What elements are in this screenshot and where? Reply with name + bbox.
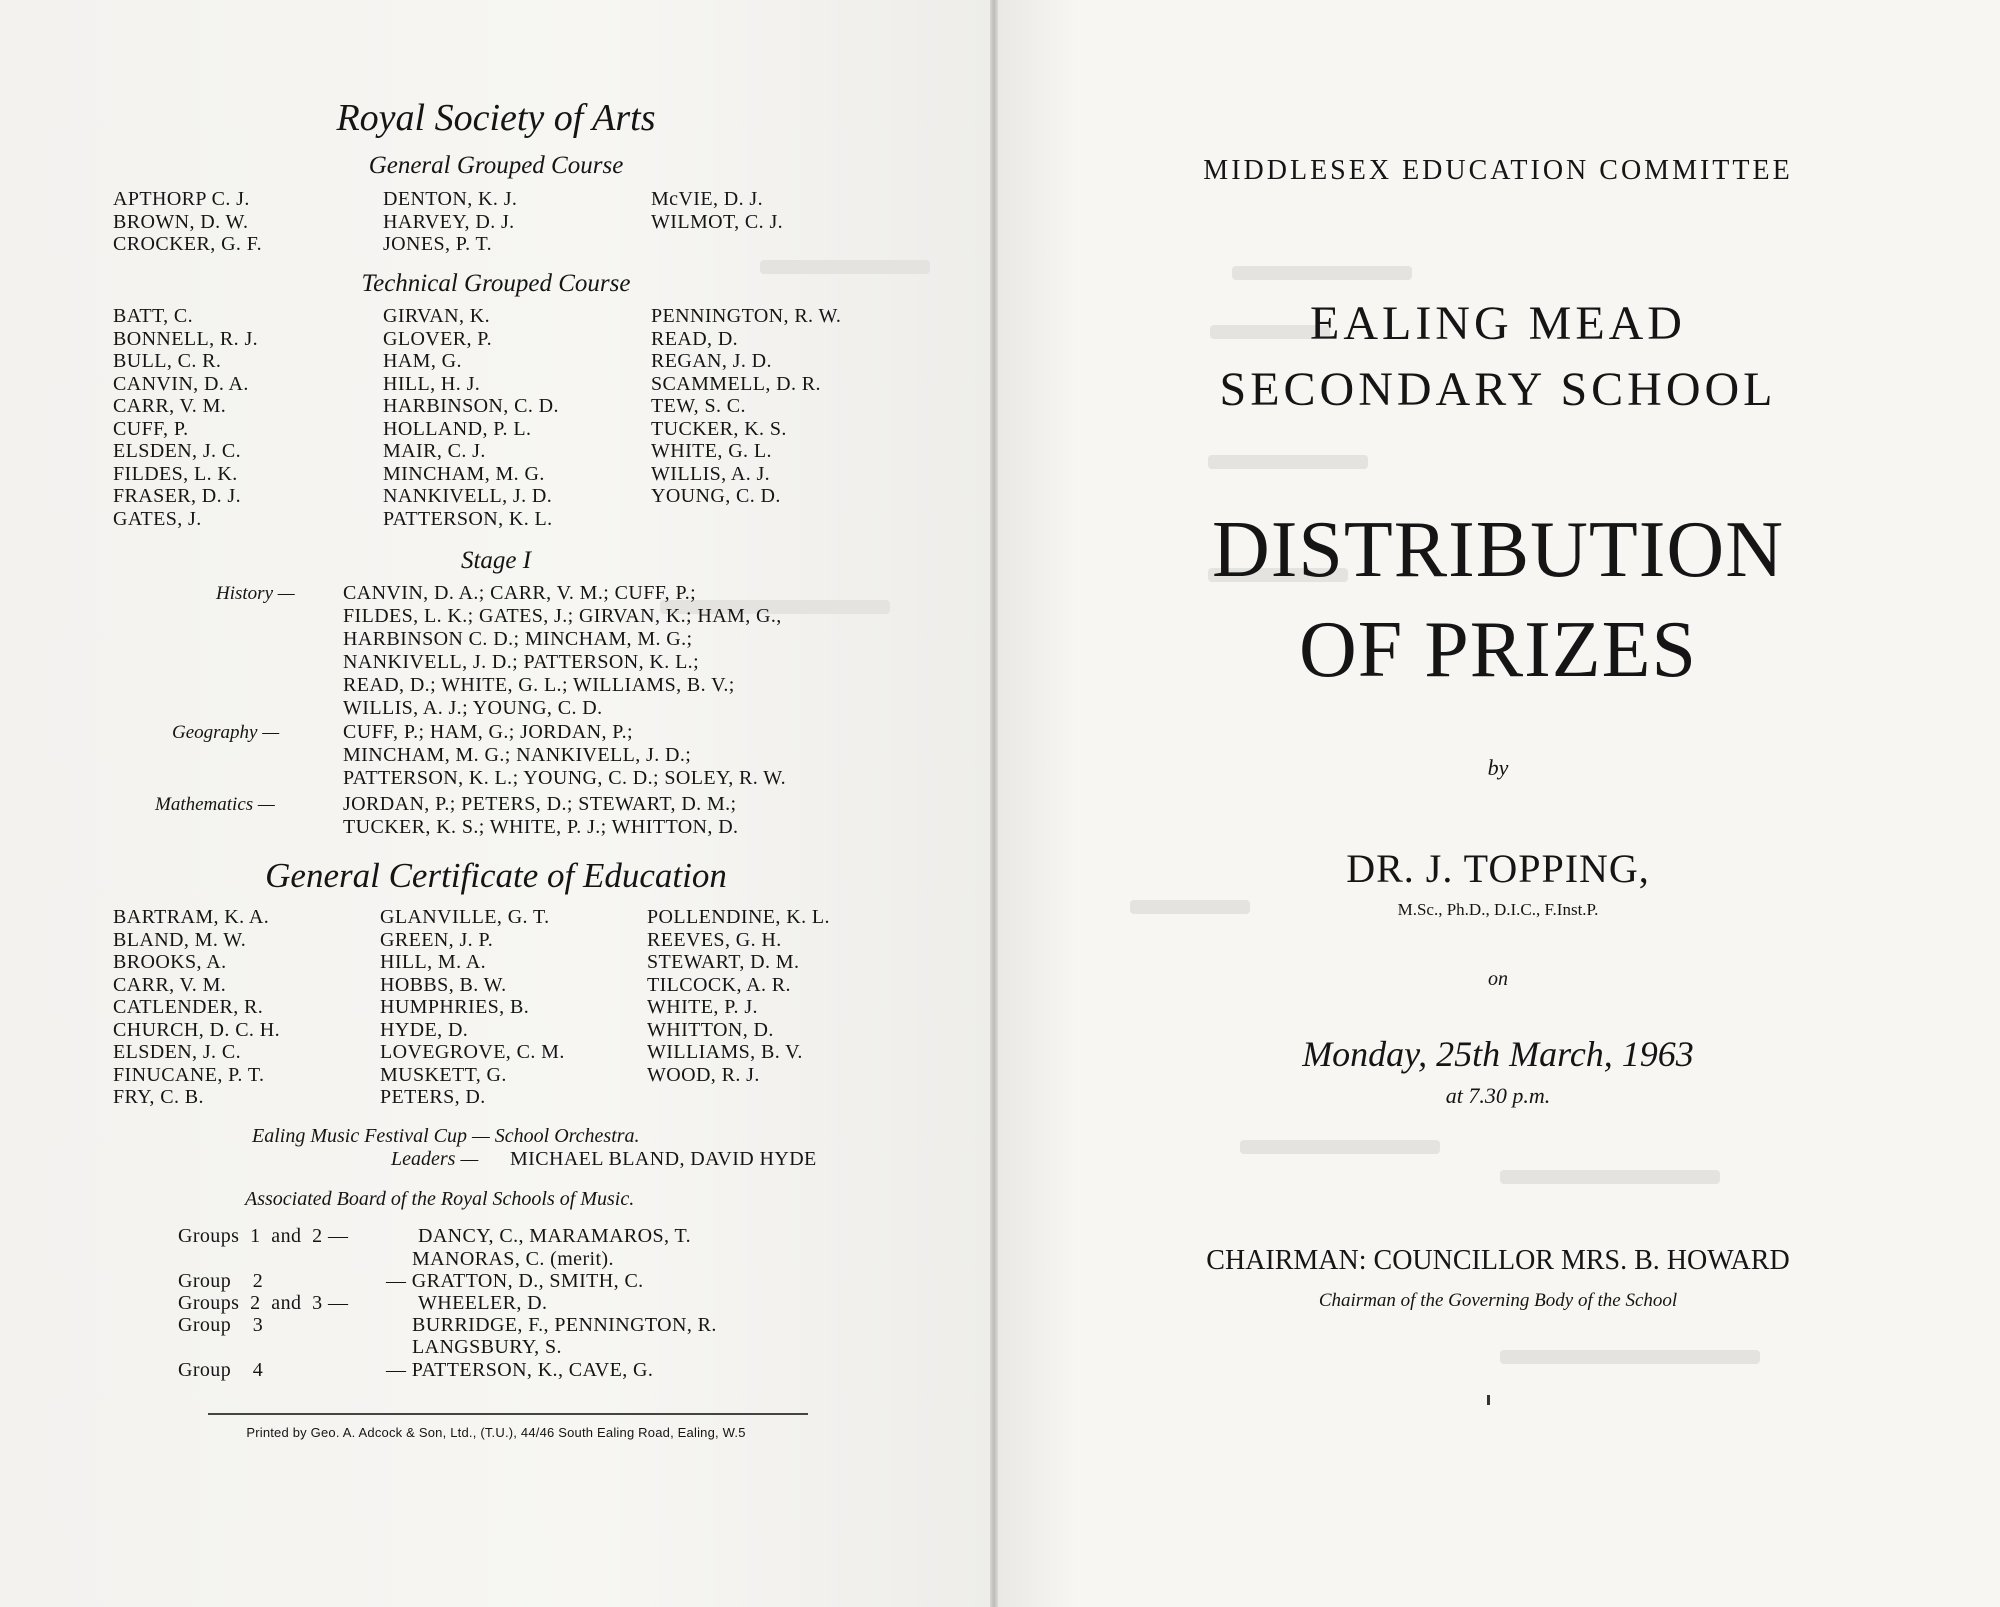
show-through-mark bbox=[1240, 1140, 1440, 1154]
gce-col-2 bbox=[380, 906, 565, 1109]
music-group-names: WHEELER, D. bbox=[418, 1292, 548, 1314]
list-item: APTHORP C. J. bbox=[113, 188, 250, 210]
list-item: CUFF, P. bbox=[113, 417, 189, 440]
list-item: JORDAN, P.; PETERS, D.; STEWART, D. M.; bbox=[343, 793, 737, 815]
list-item: TILCOCK, A. R. bbox=[647, 973, 791, 996]
list-item: FRASER, D. J. bbox=[113, 485, 242, 507]
list-item: WHITE, P. J. bbox=[647, 996, 758, 1018]
technical-col-3 bbox=[651, 305, 841, 508]
list-item: PATTERSON, K. L.; YOUNG, C. D.; SOLEY, R. W. bbox=[343, 767, 787, 789]
ink-mark bbox=[1487, 1395, 1490, 1405]
associated-board: Associated Board of the Royal Schools of Music. bbox=[245, 1188, 635, 1210]
list-item: REGAN, J. D. bbox=[651, 350, 772, 372]
list-item: BLAND, M. W. bbox=[113, 928, 247, 951]
show-through-mark bbox=[1500, 1170, 1720, 1184]
list-item: CANVIN, D. A.; CARR, V. M.; CUFF, P.; bbox=[343, 582, 697, 604]
list-item: WILMOT, C. J. bbox=[651, 210, 784, 233]
list-item: BROWN, D. W. bbox=[113, 210, 249, 233]
list-item: GATES, J. bbox=[113, 507, 202, 530]
list-item: FILDES, L. K. bbox=[113, 462, 238, 485]
page-fold bbox=[990, 0, 998, 1607]
list-item: YOUNG, C. D. bbox=[651, 485, 781, 507]
list-item: MINCHAM, M. G.; NANKIVELL, J. D.; bbox=[343, 744, 692, 766]
title-line-2: OF PRIZES bbox=[1299, 606, 1697, 694]
school-name-line-1: EALING MEAD bbox=[1310, 297, 1686, 350]
list-item: READ, D.; WHITE, G. L.; WILLIAMS, B. V.; bbox=[343, 674, 735, 696]
list-item: BARTRAM, K. A. bbox=[113, 906, 270, 928]
technical-course-heading: Technical Grouped Course bbox=[361, 270, 631, 297]
title-line-1: DISTRIBUTION bbox=[1212, 506, 1784, 594]
list-item: CUFF, P.; HAM, G.; JORDAN, P.; bbox=[343, 721, 633, 743]
music-group-label bbox=[178, 1336, 562, 1359]
list-item: BULL, C. R. bbox=[113, 350, 222, 372]
technical-col-2 bbox=[383, 305, 559, 530]
list-item: MAIR, C. J. bbox=[383, 440, 486, 462]
music-group-label: Groups 1 and 2 — DANCY, C., MARAMAROS, T. bbox=[178, 1225, 691, 1247]
footer-rule bbox=[208, 1413, 808, 1415]
list-item: MUSKETT, G. bbox=[380, 1063, 507, 1086]
technical-col-1 bbox=[113, 305, 258, 530]
list-item: TUCKER, K. S.; WHITE, P. J.; WHITTON, D. bbox=[343, 816, 739, 838]
music-group-label: Group 3 BURRIDGE, F., PENNINGTON, R. bbox=[178, 1314, 717, 1336]
gce-col-1 bbox=[113, 906, 280, 1109]
mathematics-list bbox=[343, 793, 738, 839]
committee-name: MIDDLESEX EDUCATION COMMITTEE bbox=[1203, 155, 1793, 186]
list-item: BROOKS, A. bbox=[113, 951, 227, 973]
mathematics-label: Mathematics — bbox=[155, 794, 275, 815]
music-group-names: MANORAS, C. (merit). bbox=[412, 1248, 614, 1270]
list-item: HUMPHRIES, B. bbox=[380, 996, 530, 1018]
general-col-1 bbox=[113, 188, 262, 256]
list-item: TUCKER, K. S. bbox=[651, 417, 787, 440]
list-item: CARR, V. M. bbox=[113, 973, 227, 996]
music-group-label: Group 4 — PATTERSON, K., CAVE, G. bbox=[178, 1359, 654, 1381]
list-item: JONES, P. T. bbox=[383, 233, 493, 255]
list-item: ELSDEN, J. C. bbox=[113, 1041, 241, 1063]
event-date: Monday, 25th March, 1963 bbox=[1302, 1034, 1694, 1074]
list-item: LOVEGROVE, C. M. bbox=[380, 1041, 565, 1063]
list-item: POLLENDINE, K. L. bbox=[647, 906, 830, 928]
show-through-mark bbox=[1500, 1350, 1760, 1364]
list-item: PETERS, D. bbox=[380, 1086, 486, 1108]
music-group-label: Groups 2 and 3 — WHEELER, D. bbox=[178, 1292, 548, 1314]
list-item: HOLLAND, P. L. bbox=[383, 417, 532, 440]
list-item: WHITE, G. L. bbox=[651, 440, 772, 462]
list-item: ELSDEN, J. C. bbox=[113, 440, 241, 462]
list-item: GLOVER, P. bbox=[383, 327, 493, 350]
music-group-names: — GRATTON, D., SMITH, C. bbox=[386, 1270, 644, 1292]
music-group-label bbox=[178, 1248, 614, 1271]
list-item: FILDES, L. K.; GATES, J.; GIRVAN, K.; HAM, G., bbox=[343, 605, 782, 627]
list-item: HYDE, D. bbox=[380, 1018, 469, 1041]
geography-list bbox=[343, 721, 786, 790]
list-item: HILL, H. J. bbox=[383, 372, 481, 395]
list-item: CATLENDER, R. bbox=[113, 996, 264, 1018]
list-item: PENNINGTON, R. W. bbox=[651, 305, 842, 327]
list-item: HARBINSON, C. D. bbox=[383, 395, 559, 417]
show-through-mark bbox=[1232, 266, 1412, 280]
list-item: GREEN, J. P. bbox=[380, 928, 494, 951]
music-group-names: BURRIDGE, F., PENNINGTON, R. bbox=[412, 1314, 717, 1336]
list-item: DENTON, K. J. bbox=[383, 188, 518, 210]
music-group-names: LANGSBURY, S. bbox=[412, 1336, 562, 1358]
list-item: CHURCH, D. C. H. bbox=[113, 1018, 280, 1041]
rsa-title: Royal Society of Arts bbox=[336, 97, 656, 139]
on-text: on bbox=[1488, 968, 1508, 990]
history-label: History — bbox=[216, 583, 295, 604]
presenter-name: DR. J. TOPPING, bbox=[1346, 846, 1650, 891]
general-col-3 bbox=[651, 188, 783, 233]
list-item: HOBBS, B. W. bbox=[380, 973, 507, 996]
music-group-names: DANCY, C., MARAMAROS, T. bbox=[418, 1225, 691, 1247]
list-item: WILLIS, A. J.; YOUNG, C. D. bbox=[343, 697, 603, 719]
event-time: at 7.30 p.m. bbox=[1445, 1083, 1551, 1108]
school-name-line-2: SECONDARY SCHOOL bbox=[1219, 363, 1777, 416]
list-item: BONNELL, R. J. bbox=[113, 327, 259, 350]
list-item: FRY, C. B. bbox=[113, 1086, 204, 1108]
list-item: NANKIVELL, J. D.; PATTERSON, K. L.; bbox=[343, 651, 700, 673]
list-item: McVIE, D. J. bbox=[651, 188, 764, 210]
list-item: MINCHAM, M. G. bbox=[383, 462, 545, 485]
list-item: WHITTON, D. bbox=[647, 1018, 774, 1041]
general-col-2 bbox=[383, 188, 517, 256]
printer-credit: Printed by Geo. A. Adcock & Son, Ltd., (T.U.), 44/46 South Ealing Road, Ealing, W.5 bbox=[246, 1425, 746, 1440]
list-item: WILLIS, A. J. bbox=[651, 462, 771, 485]
list-item: GLANVILLE, G. T. bbox=[380, 906, 550, 928]
list-item: STEWART, D. M. bbox=[647, 951, 800, 973]
list-item: WOOD, R. J. bbox=[647, 1063, 760, 1086]
list-item: HARBINSON C. D.; MINCHAM, M. G.; bbox=[343, 628, 693, 650]
list-item: CANVIN, D. A. bbox=[113, 372, 249, 395]
list-item: SCAMMELL, D. R. bbox=[651, 372, 821, 395]
geography-label: Geography — bbox=[172, 722, 280, 743]
list-item: PATTERSON, K. L. bbox=[383, 507, 553, 530]
list-item: WILLIAMS, B. V. bbox=[647, 1041, 803, 1063]
gce-col-3 bbox=[647, 906, 830, 1086]
show-through-mark bbox=[1208, 455, 1368, 469]
list-item: NANKIVELL, J. D. bbox=[383, 485, 553, 507]
stage-heading: Stage I bbox=[460, 547, 532, 574]
chairman-subtitle: Chairman of the Governing Body of the School bbox=[1318, 1290, 1678, 1311]
list-item: READ, D. bbox=[651, 327, 739, 350]
list-item: TEW, S. C. bbox=[651, 395, 746, 417]
music-cup: Ealing Music Festival Cup — School Orchestra. bbox=[252, 1125, 640, 1147]
music-group-names: — PATTERSON, K., CAVE, G. bbox=[386, 1359, 654, 1381]
list-item: CARR, V. M. bbox=[113, 395, 227, 417]
history-list bbox=[343, 582, 782, 720]
right-page bbox=[996, 0, 2000, 1607]
list-item: GIRVAN, K. bbox=[383, 305, 491, 327]
leaders-names: MICHAEL BLAND, DAVID HYDE bbox=[510, 1148, 817, 1170]
chairman: CHAIRMAN: COUNCILLOR MRS. B. HOWARD bbox=[1206, 1245, 1790, 1276]
gce-title: General Certificate of Education bbox=[265, 856, 727, 895]
by-text: by bbox=[1487, 755, 1509, 780]
leaders-label: Leaders — bbox=[391, 1148, 479, 1170]
presenter-qualifications: M.Sc., Ph.D., D.I.C., F.Inst.P. bbox=[1397, 900, 1599, 919]
list-item: HAM, G. bbox=[383, 350, 462, 372]
general-course-heading: General Grouped Course bbox=[368, 152, 624, 179]
list-item: BATT, C. bbox=[113, 305, 194, 327]
list-item: FINUCANE, P. T. bbox=[113, 1063, 265, 1086]
list-item: CROCKER, G. F. bbox=[113, 233, 263, 255]
music-group-label: Group 2 — GRATTON, D., SMITH, C. bbox=[178, 1270, 644, 1292]
list-item: HILL, M. A. bbox=[380, 951, 487, 973]
list-item: HARVEY, D. J. bbox=[383, 210, 515, 233]
list-item: REEVES, G. H. bbox=[647, 928, 782, 951]
